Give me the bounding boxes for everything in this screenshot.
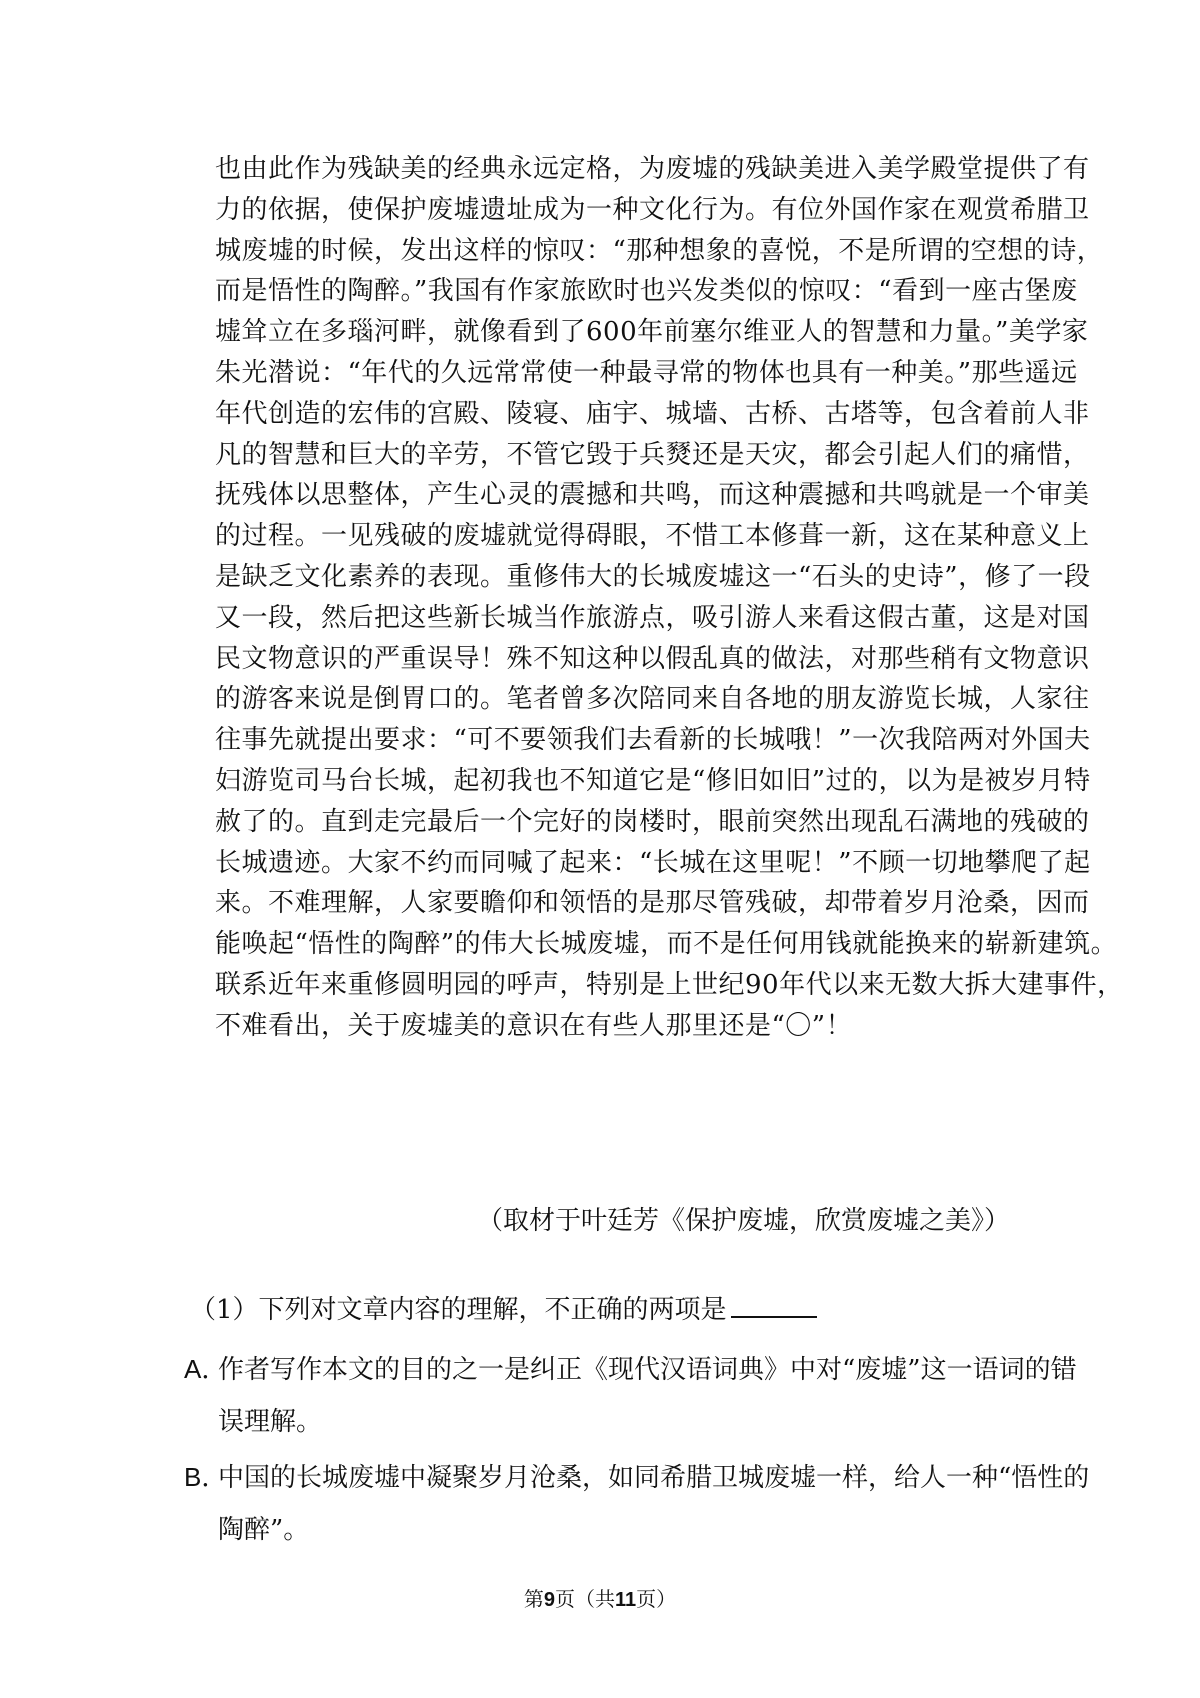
passage-line: 民文物意识的严重误导！殊不知这种以假乱真的做法，对那些稍有文物意识 <box>215 643 1090 674</box>
passage-line: 长城遗迹。大家不约而同喊了起来：“长城在这里呢！”不顾一切地攀爬了起 <box>215 847 1091 878</box>
option-text: 中国的长城废墟中凝聚岁月沧桑，如同希腊卫城废墟一样，给人一种“悟性的 <box>218 1463 1090 1493</box>
passage-line: 城废墟的时候，发出这样的惊叹：“那种想象的喜悦，不是所谓的空想的诗， <box>215 235 1104 266</box>
passage-line: 联系近年来重修圆明园的呼声，特别是上世纪90年代以来无数大拆大建事件， <box>215 969 1124 1000</box>
passage-line: 不难看出，关于废墟美的意识在有些人那里还是“〇”！ <box>215 1010 853 1041</box>
passage-line: 凡的智慧和巨大的辛劳，不管它毁于兵燹还是天灾，都会引起人们的痛惜， <box>215 439 1090 470</box>
footer-middle: 页（共 <box>554 1587 615 1611</box>
passage-line: 抚残体以思整体，产生心灵的震撼和共鸣，而这种震撼和共鸣就是一个审美 <box>215 480 1090 511</box>
passage-line: 墟耸立在多瑙河畔，就像看到了600年前塞尔维亚人的智慧和力量。”美学家 <box>215 317 1089 348</box>
option-a <box>184 1343 1077 1448</box>
option-letter: A． <box>184 1354 228 1384</box>
footer-prefix: 第 <box>523 1587 544 1611</box>
footer-suffix: 页） <box>636 1587 677 1611</box>
passage-line: 往事先就提出要求：“可不要领我们去看新的长城哦！”一次我陪两对外国夫 <box>215 725 1091 756</box>
page-footer <box>0 1585 1200 1614</box>
passage-line: 赦了的。直到走完最后一个完好的岗楼时，眼前突然出现乱石满地的残破的 <box>215 806 1090 837</box>
option-line <box>184 1504 1034 1556</box>
option-text: 陶醉”。 <box>218 1515 310 1545</box>
option-line <box>184 1451 1090 1504</box>
option-line <box>184 1343 1077 1396</box>
option-line <box>184 1396 1034 1448</box>
page-number: 9 <box>543 1589 555 1611</box>
passage-line: 而是悟性的陶醉。”我国有作家旅欧时也兴发类似的惊叹：“看到一座古堡废 <box>215 276 1078 307</box>
question-stem <box>190 1290 817 1330</box>
option-text: 误理解。 <box>218 1407 323 1437</box>
passage-line: 的游客来说是倒胃口的。笔者曾多次陪同来自各地的朋友游览长城，人家往 <box>215 684 1090 715</box>
answer-blank[interactable] <box>731 1292 817 1318</box>
passage-line: 的过程。一见残破的废墟就觉得碍眼，不惜工本修葺一新，这在某种意义上 <box>215 521 1090 552</box>
passage-line: 也由此作为残缺美的经典永远定格，为废墟的残缺美进入美学殿堂提供了有 <box>215 154 1090 184</box>
option-b <box>184 1451 1090 1556</box>
question-stem-text: （1）下列对文章内容的理解，不正确的两项是 <box>190 1295 727 1325</box>
passage-line: 来。不难理解，人家要瞻仰和领悟的是那尽管残破，却带着岁月沧桑，因而 <box>215 888 1090 919</box>
passage-line: 年代创造的宏伟的宫殿、陵寝、庙宇、城墙、古桥、古塔等，包含着前人非 <box>215 398 1090 429</box>
option-text: 作者写作本文的目的之一是纠正《现代汉语词典》中对“废墟”这一语词的错 <box>218 1355 1077 1385</box>
passage-line: 是缺乏文化素养的表现。重修伟大的长城废墟这一“石头的史诗”，修了一段 <box>215 561 1091 592</box>
passage-line: 能唤起“悟性的陶醉”的伟大长城废墟，而不是任何用钱就能换来的崭新建筑。 <box>215 929 1118 960</box>
total-pages: 11 <box>614 1589 637 1611</box>
passage-line: 又一段，然后把这些新长城当作旅游点，吸引游人来看这假古董，这是对国 <box>215 602 1090 633</box>
passage-line: 力的依据，使保护废墟遗址成为一种文化行为。有位外国作家在观赏希腊卫 <box>215 194 1090 225</box>
passage-text <box>215 149 1124 1047</box>
passage-source: （取材于叶廷芳《保护废墟，欣赏废墟之美》） <box>476 1206 1010 1236</box>
option-letter: B． <box>184 1462 228 1492</box>
passage-line: 妇游览司马台长城，起初我也不知道它是“修旧如旧”过的，以为是被岁月特 <box>215 765 1091 796</box>
passage-line: 朱光潜说：“年代的久远常常使一种最寻常的物体也具有一种美。”那些遥远 <box>215 357 1078 388</box>
